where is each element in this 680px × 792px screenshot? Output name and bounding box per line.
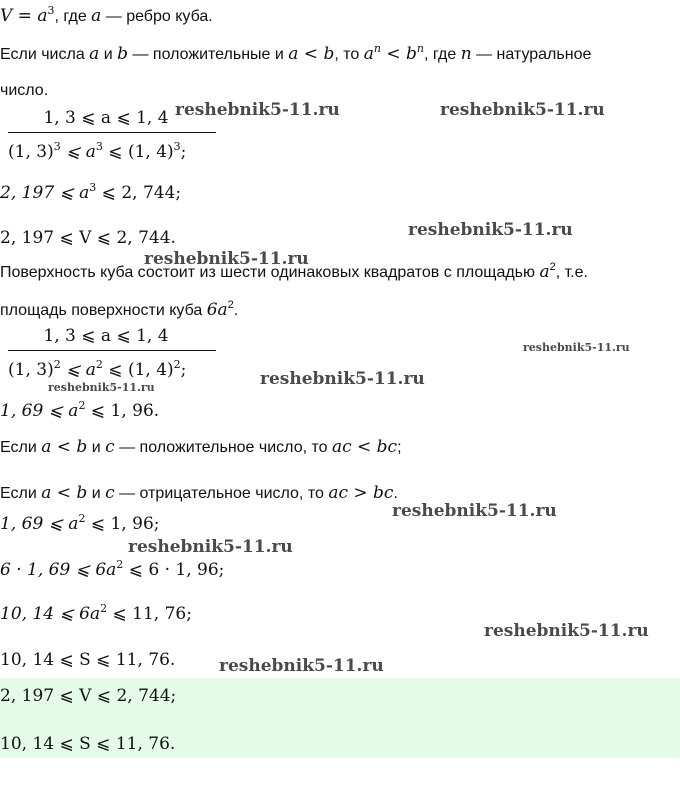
text: — ребро куба. bbox=[101, 8, 213, 25]
text: и bbox=[87, 439, 106, 456]
watermark: reshebnik5-11.ru bbox=[128, 537, 293, 557]
math: (1, 3) bbox=[8, 360, 54, 380]
text-line: число. bbox=[0, 82, 49, 99]
exponent: 3 bbox=[173, 140, 181, 153]
exponent: 2 bbox=[78, 399, 86, 412]
watermark: reshebnik5-11.ru bbox=[523, 341, 630, 354]
fraction-denominator bbox=[8, 142, 186, 162]
fraction-denominator bbox=[8, 360, 186, 380]
variable: a bbox=[89, 44, 100, 64]
text: , то bbox=[334, 46, 364, 63]
math: 6a bbox=[206, 300, 228, 320]
answer-surface: 10, 14 ⩽ S ⩽ 11, 76. bbox=[0, 734, 176, 754]
text: Если числа bbox=[0, 46, 90, 63]
exponent: 3 bbox=[47, 4, 55, 17]
exponent: n bbox=[416, 42, 425, 55]
text: площадь поверхности куба bbox=[0, 302, 207, 319]
math-line bbox=[0, 560, 224, 580]
exponent: 3 bbox=[95, 140, 103, 153]
variable: b bbox=[117, 44, 129, 64]
variable: a bbox=[539, 262, 550, 282]
math: 1, 69 ⩽ a bbox=[0, 401, 79, 421]
variable: a bbox=[363, 44, 374, 64]
variable: a bbox=[91, 6, 102, 26]
text: и bbox=[87, 485, 106, 502]
math: ⩽ a bbox=[60, 360, 96, 380]
text: и bbox=[99, 46, 118, 63]
math: 6 · 1, 69 ⩽ 6a bbox=[0, 560, 117, 580]
text: — положительное число, то bbox=[114, 439, 332, 456]
exponent: 3 bbox=[53, 140, 61, 153]
text: , т.е. bbox=[555, 264, 588, 281]
math: ⩽ 1, 96; bbox=[85, 514, 160, 534]
math: ⩽ 6 · 1, 96; bbox=[123, 560, 225, 580]
inequality: a < b bbox=[41, 437, 88, 457]
exponent: 2 bbox=[227, 299, 234, 311]
math: ; bbox=[180, 142, 187, 162]
watermark: reshebnik5-11.ru bbox=[175, 100, 340, 120]
math-line: 10, 14 ⩽ S ⩽ 11, 76. bbox=[0, 650, 176, 670]
math: ⩽ (1, 4) bbox=[102, 142, 174, 162]
text: — положительные и bbox=[128, 46, 289, 63]
fraction-numerator: 1, 3 ⩽ a ⩽ 1, 4 bbox=[43, 108, 169, 128]
math-line bbox=[0, 401, 159, 421]
rule-negative-line bbox=[0, 483, 398, 503]
text: — отрицательное число, то bbox=[114, 485, 329, 502]
math: 10, 14 ⩽ 6a bbox=[0, 604, 101, 624]
text: . bbox=[393, 485, 398, 502]
answer-box bbox=[0, 678, 680, 758]
exponent: 2 bbox=[95, 358, 103, 371]
exponent: 2 bbox=[78, 512, 86, 525]
math: ⩽ (1, 4) bbox=[102, 360, 174, 380]
fraction-bar bbox=[8, 132, 216, 133]
math: ⩽ 1, 96. bbox=[85, 401, 160, 421]
exponent: 2 bbox=[116, 558, 124, 571]
math: ⩽ 11, 76; bbox=[107, 604, 192, 624]
text: , где bbox=[424, 46, 461, 63]
monotonicity-rule-line bbox=[0, 44, 591, 64]
variable: b bbox=[406, 44, 417, 64]
fraction-bar bbox=[8, 350, 216, 351]
math: 2, 197 ⩽ a bbox=[0, 183, 90, 203]
text: Поверхность куба состоит из шести одинаковых квадратов с площадью bbox=[0, 264, 540, 281]
math: ⩽ a bbox=[60, 142, 96, 162]
math-line bbox=[0, 514, 160, 534]
rule-positive-line bbox=[0, 437, 402, 457]
watermark: reshebnik5-11.ru bbox=[48, 381, 155, 394]
watermark: reshebnik5-11.ru bbox=[408, 220, 573, 240]
operator: < bbox=[380, 44, 407, 64]
surface-area-text bbox=[0, 300, 238, 320]
text: , где bbox=[54, 8, 92, 25]
watermark: reshebnik5-11.ru bbox=[392, 501, 557, 521]
text: — натуральное bbox=[471, 46, 592, 63]
variable: c bbox=[105, 437, 115, 457]
fraction-numerator: 1, 3 ⩽ a ⩽ 1, 4 bbox=[43, 326, 169, 346]
inequality: ac > bc bbox=[328, 483, 394, 503]
watermark: reshebnik5-11.ru bbox=[484, 621, 649, 641]
answer-volume: 2, 197 ⩽ V ⩽ 2, 744; bbox=[0, 686, 177, 706]
inequality: a < b bbox=[41, 483, 88, 503]
volume-formula: V = a bbox=[0, 6, 48, 26]
math-line bbox=[0, 604, 192, 624]
exponent: n bbox=[373, 42, 381, 55]
text: Если bbox=[0, 485, 42, 502]
watermark: reshebnik5-11.ru bbox=[144, 249, 309, 269]
math: ; bbox=[180, 360, 187, 380]
watermark: reshebnik5-11.ru bbox=[260, 369, 425, 389]
exponent: 2 bbox=[100, 602, 108, 615]
watermark: reshebnik5-11.ru bbox=[219, 656, 384, 676]
math-line bbox=[0, 183, 181, 203]
volume-formula-line bbox=[0, 6, 213, 26]
variable: c bbox=[105, 483, 115, 503]
math: 1, 69 ⩽ a bbox=[0, 514, 79, 534]
exponent: 2 bbox=[53, 358, 61, 371]
variable: n bbox=[460, 44, 472, 64]
inequality: a < b bbox=[288, 44, 335, 64]
exponent: 2 bbox=[173, 358, 181, 371]
text: . bbox=[233, 302, 239, 319]
exponent: 2 bbox=[549, 261, 556, 273]
text: Если bbox=[0, 439, 42, 456]
math: ⩽ 2, 744; bbox=[96, 183, 182, 203]
text: ; bbox=[397, 439, 402, 456]
math-line: 2, 197 ⩽ V ⩽ 2, 744. bbox=[0, 228, 176, 248]
exponent: 3 bbox=[89, 181, 97, 194]
watermark: reshebnik5-11.ru bbox=[440, 100, 605, 120]
math: (1, 3) bbox=[8, 142, 54, 162]
inequality: ac < bc bbox=[331, 437, 398, 457]
